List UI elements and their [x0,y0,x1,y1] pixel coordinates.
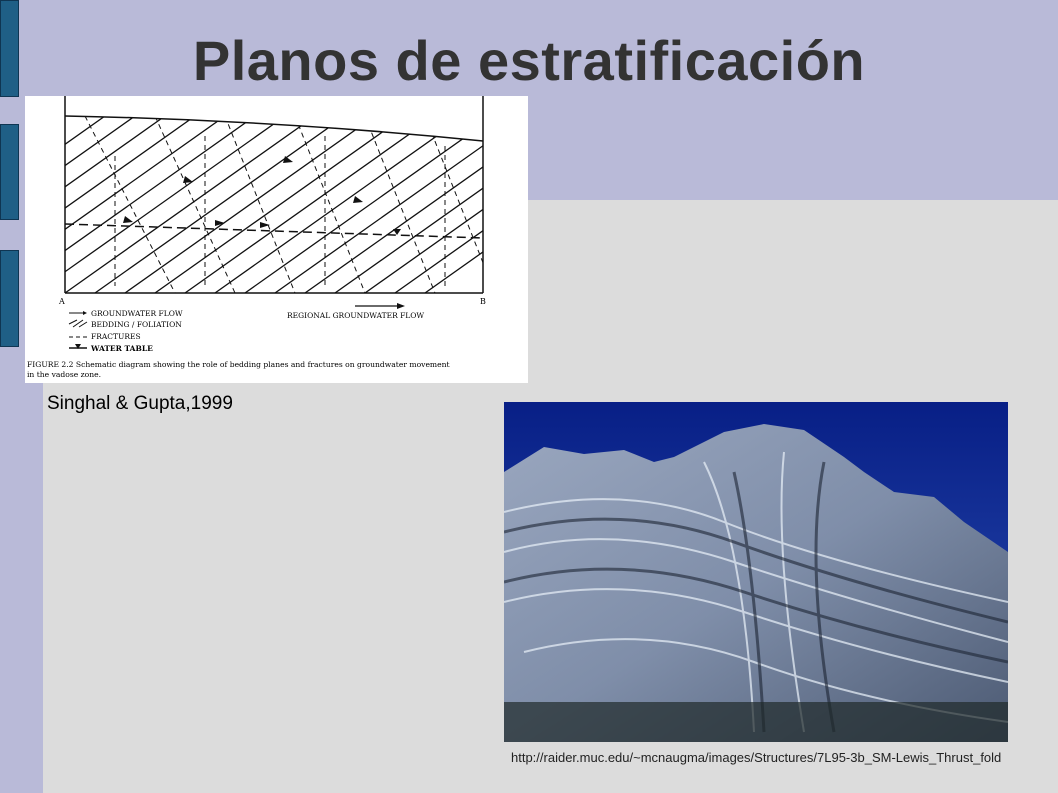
legend-fractures: FRACTURES [91,332,141,341]
point-b-label: B [480,297,486,306]
slide-tab-bar-2 [0,124,19,220]
legend-groundwater-flow: GROUNDWATER FLOW [91,309,183,318]
slide-title: Planos de estratificación [192,29,866,92]
water-table-marker [393,229,401,235]
slide-tab-bar-3 [0,250,19,347]
diagram-svg [25,96,528,383]
point-a-label: A [59,297,65,306]
legend-arrow-icon [83,311,87,315]
bedding-planes-diagram [25,96,528,383]
bedding-lines [25,116,528,293]
legend-symbols [69,313,87,348]
photo-source-url: http://raider.muc.edu/~mcnaugma/images/Structures/7L95-3b_SM-Lewis_Thrust_fold [511,750,1002,765]
regional-flow-label: REGIONAL GROUNDWATER FLOW [287,311,425,320]
figure-caption-line-1: FIGURE 2.2 Schematic diagram showing the role of bedding planes and fractures on groundwater movement [27,360,450,369]
mountain-photo-svg [504,402,1008,742]
regional-flow-arrowhead [397,303,405,309]
legend-bedding: BEDDING / FOLIATION [91,320,182,329]
figure-citation: Singhal & Gupta,1999 [47,393,233,414]
foreground-shadow [504,702,1008,742]
ground-surface [65,116,483,141]
folded-strata-photo [504,402,1008,742]
figure-caption-line-2: in the vadose zone. [27,370,102,379]
water-table-line [65,224,483,238]
legend-water-table: WATER TABLE [91,344,153,353]
